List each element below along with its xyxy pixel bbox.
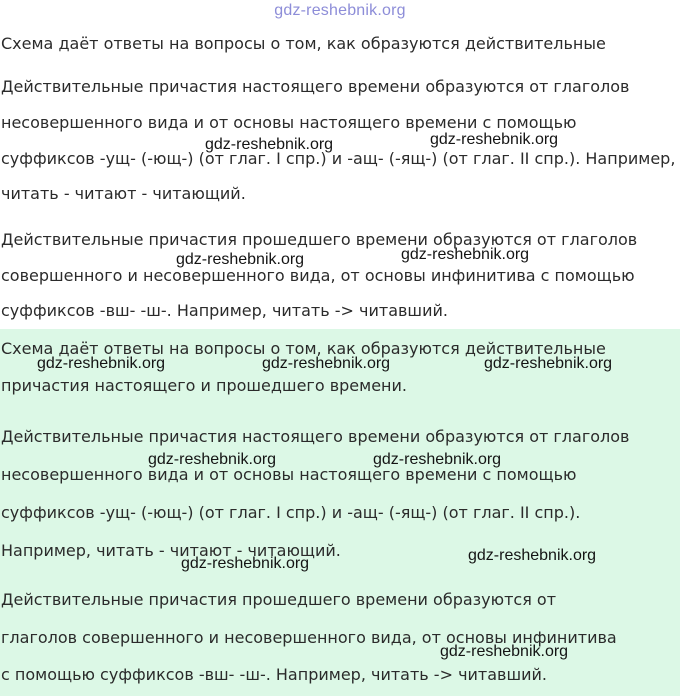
answer1-line-5: читать - читают - читающий. <box>1 184 246 203</box>
watermark: gdz-reshebnik.org <box>181 555 310 572</box>
watermark: gdz-reshebnik.org <box>440 643 569 660</box>
watermark: gdz-reshebnik.org <box>205 136 334 153</box>
answer2-line-3: Действительные причастия настоящего времени образуются от глаголов <box>1 427 630 446</box>
watermark: gdz-reshebnik.org <box>401 246 530 263</box>
watermark: gdz-reshebnik.org <box>373 451 502 468</box>
answer2-line-6: Например, читать - читают - читающий. <box>1 541 341 560</box>
watermark: gdz-reshebnik.org <box>484 355 613 372</box>
watermark: gdz-reshebnik.org <box>37 355 166 372</box>
watermark: gdz-reshebnik.org <box>262 355 391 372</box>
answer2-line-2: причастия настоящего и прошедшего времени. <box>1 376 407 395</box>
answer1-line-8: суффиксов -вш- -ш-. Например, читать -> читавший. <box>1 301 448 320</box>
answer2-line-4: несовершенного вида и от основы настоящего времени с помощью <box>1 465 577 484</box>
answer2-line-7: Действительные причастия прошедшего времени образуются от <box>1 590 557 609</box>
answer1-line-2: Действительные причастия настоящего времени образуются от глаголов <box>1 77 630 96</box>
answer2-line-9: с помощью суффиксов -вш- -ш-. Например, читать -> читавший. <box>1 665 547 684</box>
watermark: gdz-reshebnik.org <box>468 547 597 564</box>
watermark: gdz-reshebnik.org <box>430 131 559 148</box>
answer1-line-4: суффиксов -ущ- (-ющ-) (от глаг. I спр.) и -ащ- (-ящ-) (от глаг. II спр.). Например, <box>1 149 676 168</box>
answer1-line-3: несовершенного вида и от основы настоящего времени с помощью <box>1 113 577 132</box>
answer1-line-7: совершенного и несовершенного вида, от основы инфинитива с помощью <box>1 266 635 285</box>
watermark: gdz-reshebnik.org <box>148 451 277 468</box>
answer1-line-1: Схема даёт ответы на вопросы о том, как образуются действительные <box>1 34 606 53</box>
answer2-line-1: Схема даёт ответы на вопросы о том, как образуются действительные <box>1 339 606 358</box>
answer1-line-6: Действительные причастия прошедшего времени образуются от глаголов <box>1 230 638 249</box>
answer2-line-5: суффиксов -ущ- (-ющ-) (от глаг. I спр.) и -ащ- (-ящ-) (от глаг. II спр.). <box>1 503 581 522</box>
answer2-line-8: глаголов совершенного и несовершенного вида, от основы инфинитива <box>1 628 617 647</box>
site-watermark-top: gdz-reshebnik.org <box>274 2 406 19</box>
watermark: gdz-reshebnik.org <box>176 251 305 268</box>
